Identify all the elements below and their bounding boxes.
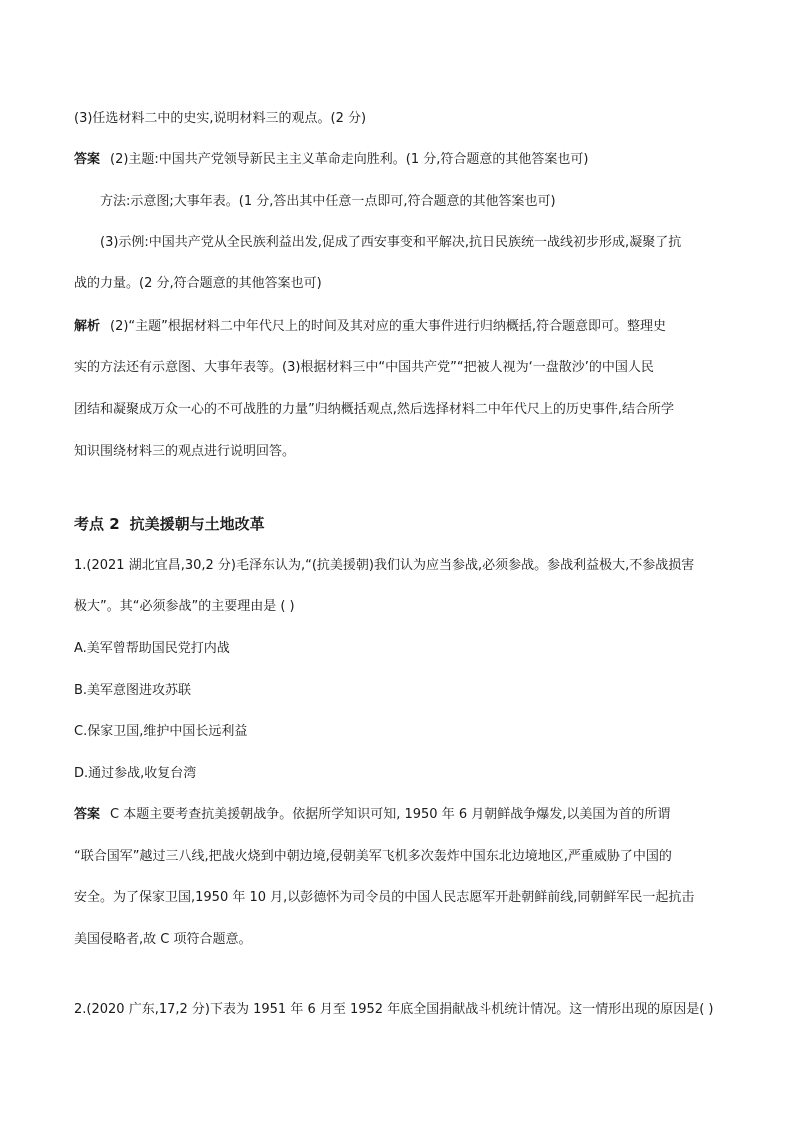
option-d: D.通过参战,收复台湾 <box>74 766 197 781</box>
section-number: 考点 2 <box>74 515 120 533</box>
answer2-line-2: “联合国军”越过三八线,把战火烧到中朝边境,侵朝美军飞机多次轰炸中国东北边境地区,严重威胁了中国的 <box>74 849 672 864</box>
question-stem-line-2: 极大”。其“必须参战”的主要理由是 ( ) <box>74 599 295 614</box>
analysis-line-4: 知识围绕材料三的观点进行说明回答。 <box>74 444 296 459</box>
option-c: C.保家卫国,维护中国长远利益 <box>74 724 248 739</box>
q3-prompt: (3)任选材料二中的史实,说明材料三的观点。(2 分) <box>74 111 367 126</box>
option-a: A.美军曾帮助国民党打内战 <box>74 641 230 656</box>
analysis-tag: 解析 <box>74 319 101 334</box>
answer2-tag: 答案 <box>74 807 101 822</box>
answer-text: (2)主题:中国共产党领导新民主主义革命走向胜利。(1 分,符合题意的其他答案也可) <box>110 152 589 167</box>
answer-line-3: (3)示例:中国共产党从全民族利益出发,促成了西安事变和平解决,抗日民族统一战线初步形成,凝聚了抗 <box>100 235 682 250</box>
answer-line-2: 方法:示意图;大事年表。(1 分,答出其中任意一点即可,符合题意的其他答案也可) <box>100 194 556 209</box>
analysis-text: (2)“主题”根据材料二中年代尺上的时间及其对应的重大事件进行归纳概括,符合题意即可。整理史 <box>110 319 667 334</box>
answer2-line-3: 安全。为了保家卫国,1950 年 10 月,以彭德怀为司令员的中国人民志愿军开赴朝鲜前线,同朝鲜军民一起抗击 <box>74 890 695 905</box>
answer2-line-1 <box>74 806 724 824</box>
option-b: B.美军意图进攻苏联 <box>74 683 192 698</box>
section-heading <box>74 514 265 534</box>
analysis-line-2: 实的方法还有示意图、大事年表等。(3)根据材料三中“中国共产党”“把被人视为‘一盘散沙’的中国人民 <box>74 360 654 375</box>
answer-tag: 答案 <box>74 152 101 167</box>
question2-stem-line-1: 2.(2020 广东,17,2 分)下表为 1951 年 6 月至 1952 年底全国捐献战斗机统计情况。这一情形出现的原因是( ) <box>74 1002 714 1017</box>
question-stem-line-1: 1.(2021 湖北宜昌,30,2 分)毛泽东认为,“(抗美援朝)我们认为应当参战,必须参战。参战利益极大,不参战损害 <box>74 558 695 573</box>
analysis-line-3: 团结和凝聚成万众一心的不可战胜的力量”归纳概括观点,然后选择材料二中年代尺上的历史事件,结合所学 <box>74 402 675 417</box>
answer-line-4: 战的力量。(2 分,符合题意的其他答案也可) <box>74 276 322 291</box>
analysis-line-1 <box>74 318 724 336</box>
answer2-line-4: 美国侵略者,故 C 项符合题意。 <box>74 932 252 947</box>
section-title: 抗美援朝与土地改革 <box>129 515 265 533</box>
answer2-text: C 本题主要考查抗美援朝战争。依据所学知识可知, 1950 年 6 月朝鲜战争爆发,以美国为首的所谓 <box>110 807 671 822</box>
answer-line-1 <box>74 151 724 169</box>
